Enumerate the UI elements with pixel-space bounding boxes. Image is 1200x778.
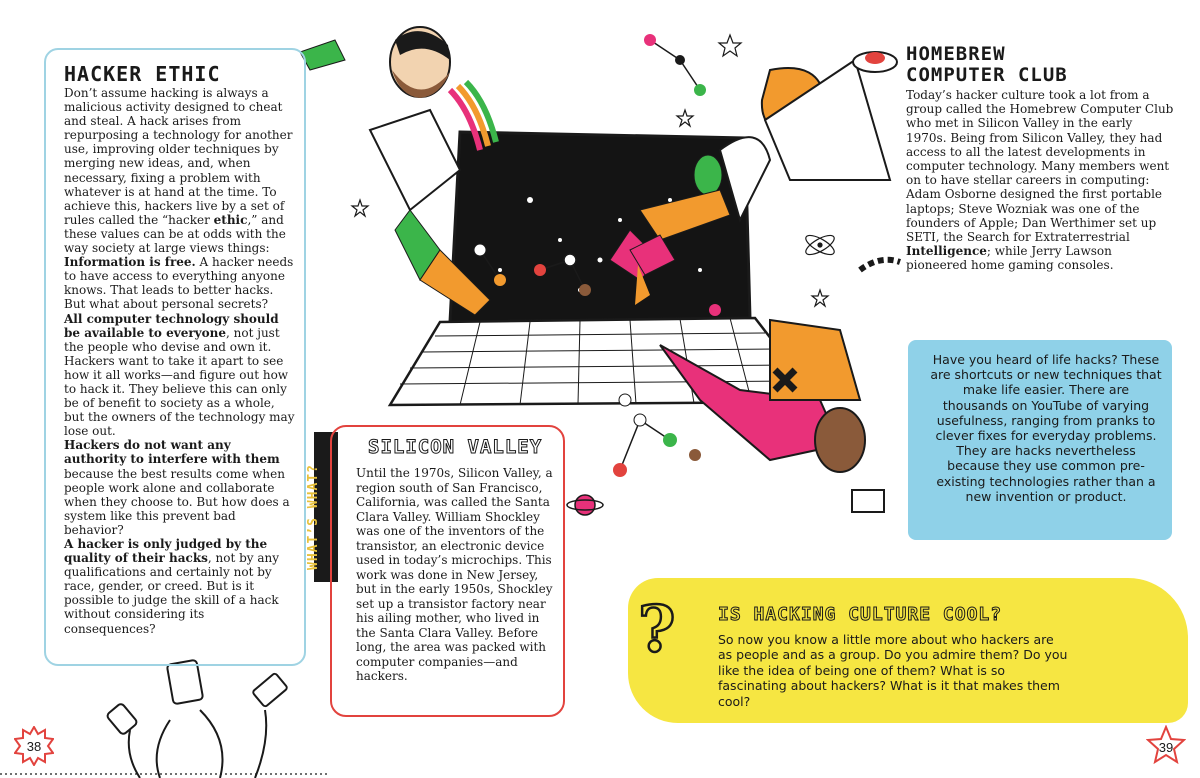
whats-what-label: WHAT’S WHAT? bbox=[306, 464, 321, 570]
usb-a-connector bbox=[252, 673, 288, 708]
homebrew-body-bold: Intelligence bbox=[906, 244, 987, 259]
silicon-valley-title: SILICON VALLEY bbox=[368, 436, 543, 458]
molecule-red bbox=[534, 264, 546, 276]
ethic-intro-end: ,” and these values can be at odds with the way society at large views things: bbox=[64, 212, 286, 256]
ethic-rule-4: , not by any qualifications and certainly not by race, gender, or creed. But is it possible to judge the skill of a hack without considering its consequences? bbox=[64, 551, 280, 636]
life-hacks-text: Have you heard of life hacks? These are shortcuts or new techniques that make life easier. There are thousands on YouTube of varying usefulness, ranging from pranks to clever fixes for everyday problems. They are hacks nevertheless because they use common pre-existing technologies rather than a new invention or product. bbox=[930, 352, 1162, 504]
ethic-intro-bold: ethic bbox=[213, 212, 248, 227]
ethic-rule-3-bold: Hackers do not want any authority to interfere with them bbox=[64, 438, 280, 467]
silicon-valley-text: Until the 1970s, Silicon Valley, a region south of San Francisco, California, was called the Santa Clara Valley. William Shockley was one of the inventors of the transistor, an electronic device used in today’s microchips. This work was done in New Jersey, but in the early 1950s, Shockley set up a transistor factory near his ailing mother, who lived in the Santa Clara Valley. Before long, the area was packed with computer companies—and hackers. bbox=[356, 466, 553, 683]
ethic-rule-1: A hacker needs to have access to everything anyone knows. That leads to better hacks. But what about personal secrets? bbox=[64, 255, 294, 312]
atom-icon bbox=[803, 232, 837, 258]
page-number-left bbox=[14, 726, 54, 766]
page-right-label: 39 bbox=[1158, 739, 1174, 755]
ethic-rule-1-bold: Information is free. bbox=[64, 255, 196, 270]
ethic-rule-2-bold: All computer technology should be available to everyone bbox=[64, 311, 279, 340]
question-mark-icon: ? bbox=[638, 592, 676, 667]
hacker-ethic-title: HACKER ETHIC bbox=[64, 62, 221, 86]
homebrew-body: Today’s hacker culture took a lot from a group called the Homebrew Computer Club who met in Silicon Valley in the early 1970s. Being from Silicon Valley, they had access to all the latest developments in computer technology. Many members went on to have stellar careers in computing: Adam Osborne designed the first portable laptops; Steve Wozniak was one of the founders of Apple; Dan Werthimer set up SETI, the Search for Extraterrestrial bbox=[906, 88, 1174, 245]
homebrew-title-line-2: COMPUTER CLUB bbox=[906, 64, 1068, 86]
striped-worm bbox=[860, 260, 900, 270]
vga-connector bbox=[167, 660, 203, 705]
ethic-rule-4-bold: A hacker is only judged by the quality of their hacks bbox=[64, 537, 268, 566]
usb-b-connector bbox=[106, 703, 138, 736]
ethic-rule-2: , not just the people who devise and own it. Hackers want to take it apart to see how it all works—and figure out how to hack it. They believe this can only be of benefit to society as a whole, but the owners of the technology may lose out. bbox=[64, 325, 295, 439]
orange-head-figure bbox=[762, 52, 897, 180]
hacking-culture-title: IS HACKING CULTURE COOL? bbox=[718, 604, 1003, 625]
ethic-rule-3: because the best results come when people work alone and collaborate when they choose to. But how does a system like this prevent bad behavior? bbox=[64, 466, 290, 537]
homebrew-title bbox=[906, 44, 1086, 86]
page-number-right bbox=[1146, 725, 1186, 765]
planet-icon bbox=[567, 495, 603, 515]
hacking-culture-text: So now you know a little more about who hackers are as people and as a group. Do you admire them? Do you like the idea of being one of them? What is so fascinating about hackers? What is it that makes them cool? bbox=[718, 632, 1068, 709]
page-left-label: 38 bbox=[26, 738, 42, 754]
homebrew-title-line-1: HOMEBREW bbox=[906, 43, 1006, 65]
hacker-ethic-text bbox=[64, 86, 296, 636]
homebrew-body-end: ; while Jerry Lawson pioneered home gaming consoles. bbox=[906, 244, 1114, 273]
homebrew-text bbox=[906, 88, 1174, 273]
ethic-intro: Don’t assume hacking is always a malicious activity designed to cheat and steal. A hack arises from repurposing a technology for another use, improving older techniques by merging new ideas, and, when necessary, fixing a problem with whatever is at hand at the time. To achieve this, hackers live by a set of rules called the “hacker bbox=[64, 86, 293, 227]
